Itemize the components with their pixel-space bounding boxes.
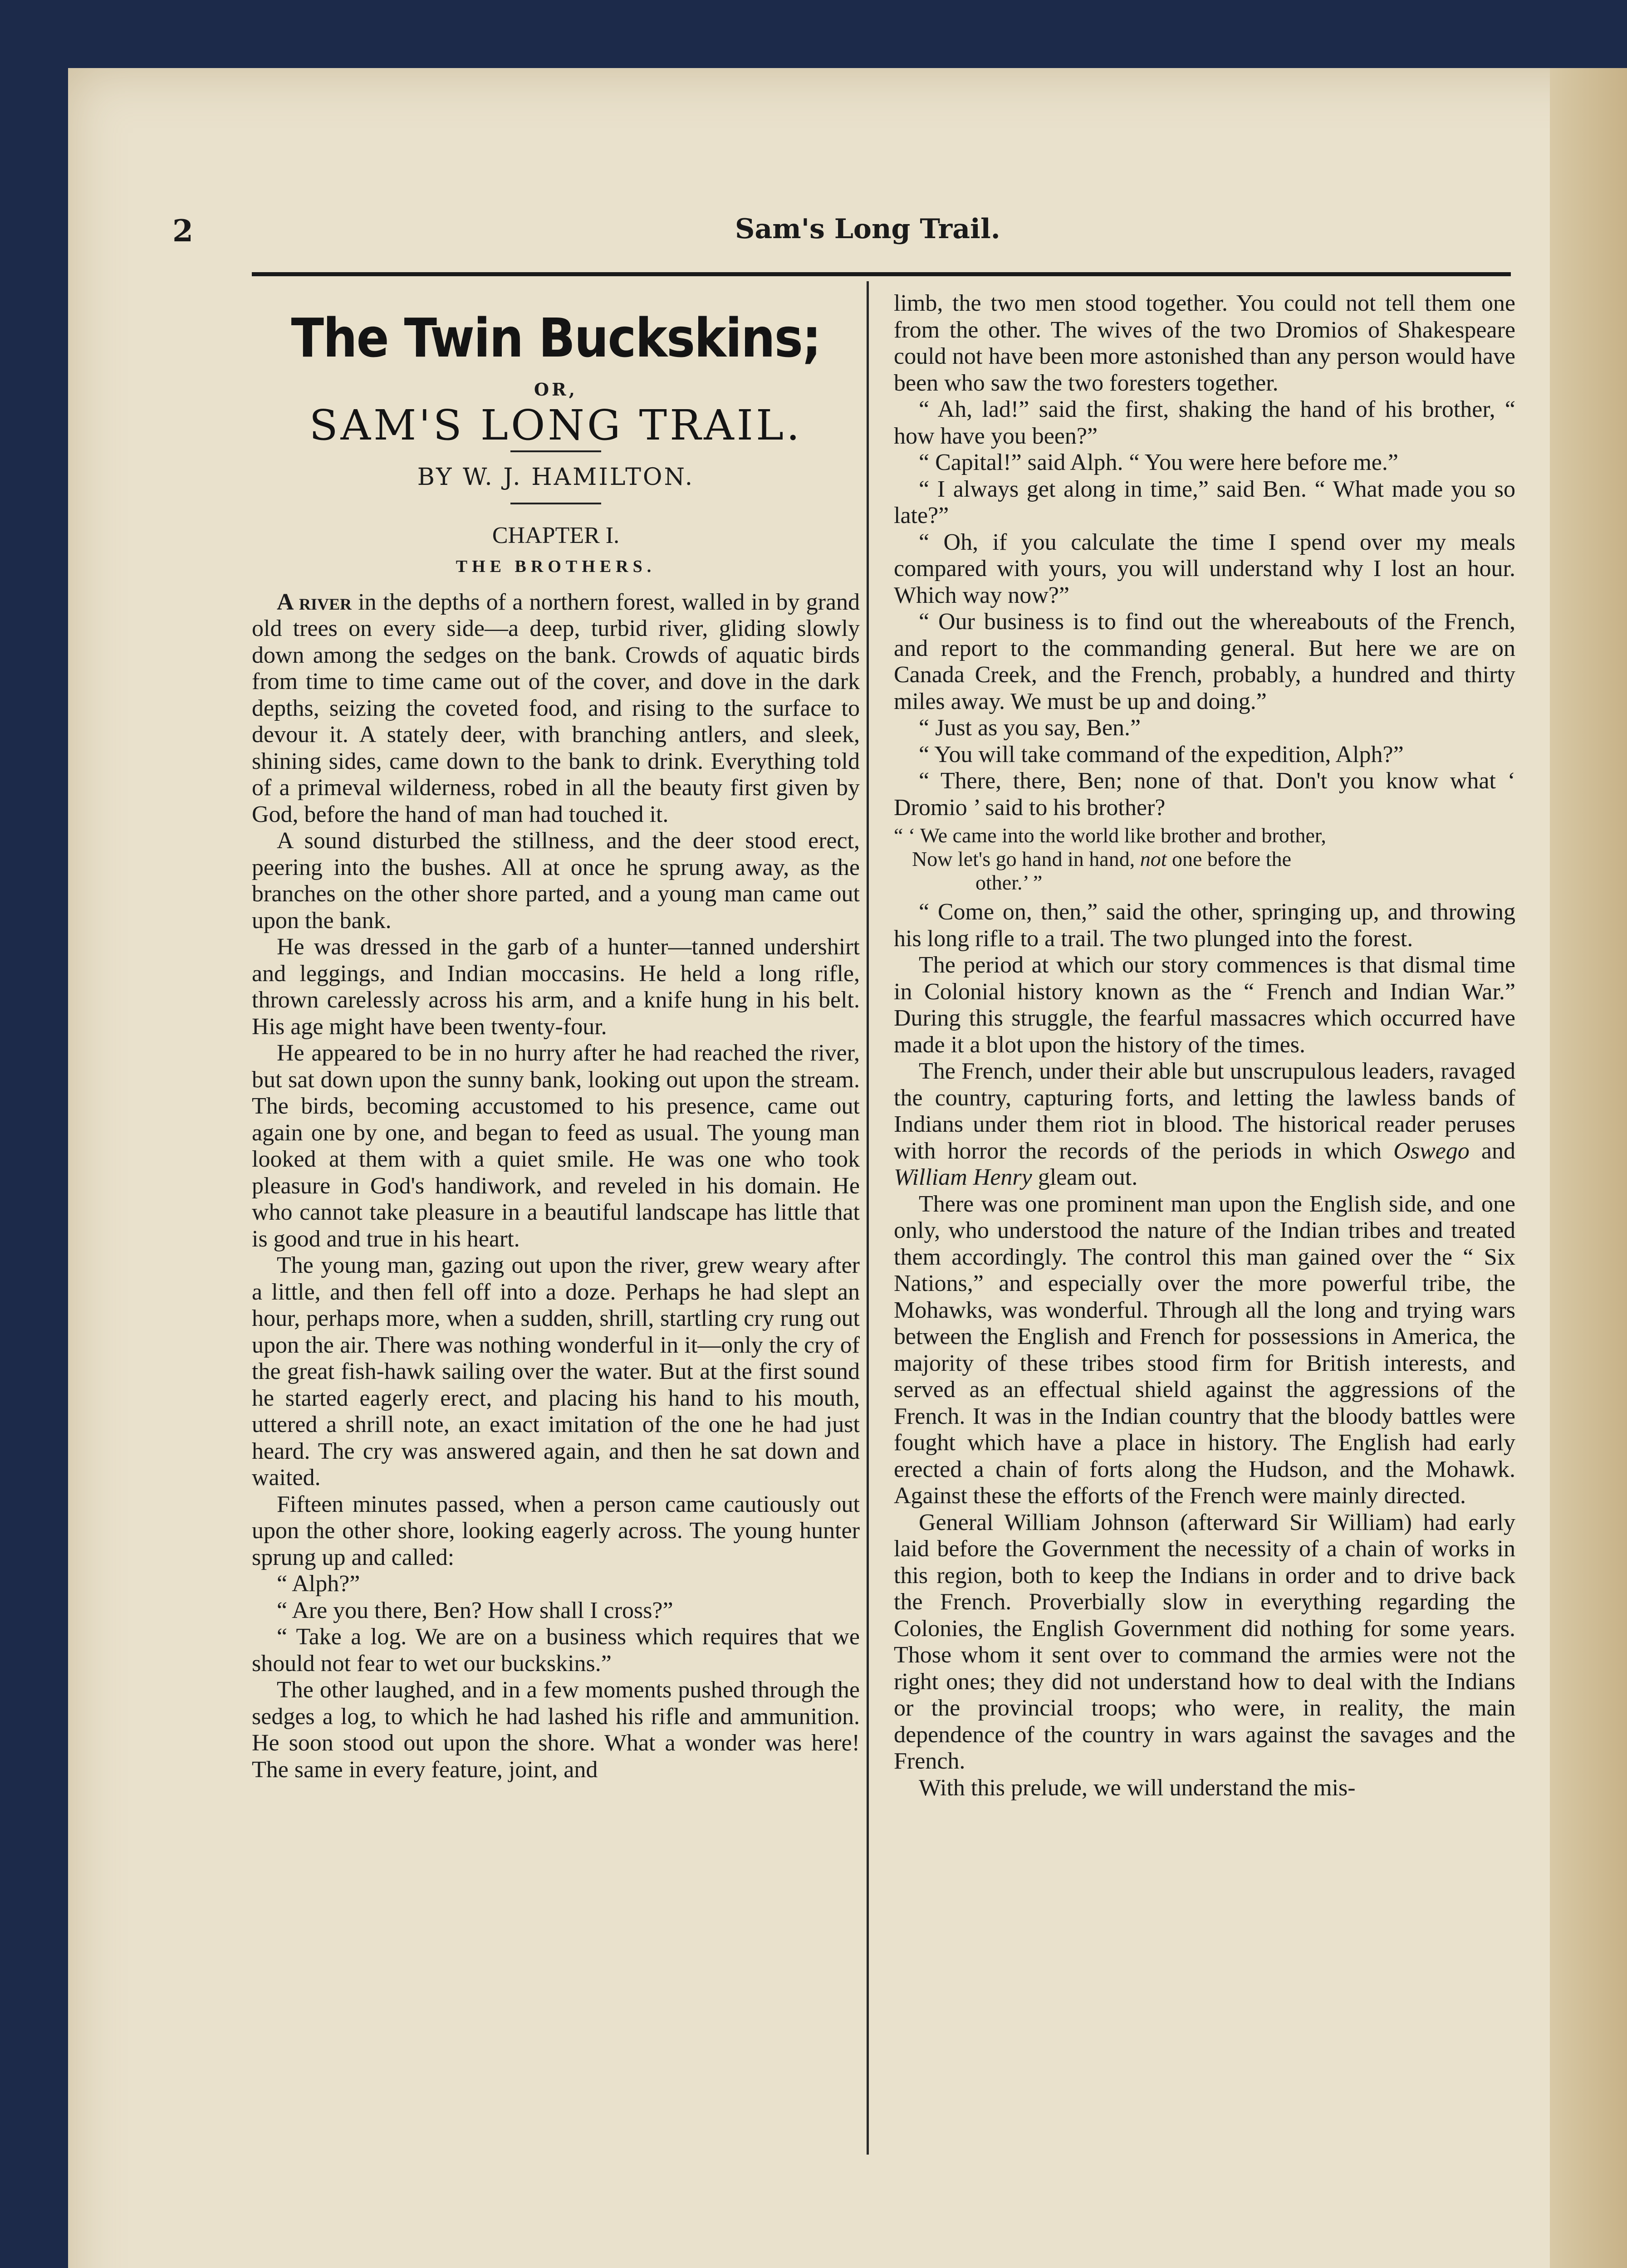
title-rule	[510, 450, 601, 452]
paragraph: The other laughed, and in a few moments pushed through the sedges a log, to which he had lashed his rifle and ammunition. He soon stood out upon the shore. What a wonder was here! The same in every feature, joint, and	[252, 1677, 860, 1783]
story-title: The Twin Buckskins;	[291, 307, 821, 369]
paragraph: “ Are you there, Ben? How shall I cross?”	[277, 1597, 673, 1623]
verse-line: Now let's go hand in hand, not one before the	[912, 847, 1292, 870]
paragraph: “ Take a log. We are on a business which requires that we should not fear to wet our buckskins.”	[252, 1624, 860, 1677]
paragraph: General William Johnson (afterward Sir William) had early laid before the Government the necessity of a chain of works in this region, both to keep the Indians in order and to drive back the French. Proverbially slow in everything regarding the Colonies, the English Government did nothing for some years. Those whom it sent over to command the armies were not the right ones; they did not understand how to deal with the Indians or the provincial troops; who were, in reality, the main dependence of the country in wars against the savages and the French.	[894, 1509, 1515, 1774]
paragraph: A sound disturbed the stillness, and the deer stood erect, peering into the bushes. All at once he sprung away, as the branches on the other shore parted, and a young man came out upon the bank.	[252, 828, 860, 934]
paragraph: There was one prominent man upon the English side, and one only, who understood the nature of the Indian tribes and treated them accordingly. The control this man gained over the “ Six Nations,” and especially over the more powerful tribe, the Mohawks, was wonderful. Through all the long and trying wars between the English and French for possessions in America, the majority of these tribes stood firm for British interests, and served as an effectual shield against the aggressions of the French. It was in the Indian country that the bloody battles were fought which have a place in history. The English had early erected a chain of forts along the Hudson, and the Mohawk. Against these the efforts of the French were mainly directed.	[894, 1191, 1515, 1509]
chapter-heading: CHAPTER I.	[492, 522, 620, 548]
byline: BY W. J. HAMILTON.	[417, 464, 695, 491]
verse-line: “ ‘ We came into the world like brother and brother,	[894, 824, 1326, 847]
paragraph: “ I always get along in time,” said Ben. “ What made you so late?”	[894, 476, 1515, 528]
paragraph: The French, under their able but unscrupulous leaders, ravaged the country, capturing forts, and letting the lawless bands of Indians under them riot in blood. The historical reader peruses with horror the records of the periods in which Oswego and William Henry gleam out.	[894, 1058, 1515, 1190]
column-divider	[867, 281, 869, 2155]
adjacent-page-edge	[1550, 68, 1627, 2268]
paragraph: “ You will take command of the expedition, Alph?”	[919, 741, 1404, 767]
byline-rule	[510, 503, 601, 504]
verse	[894, 824, 1515, 894]
paragraph: “ Capital!” said Alph. “ You were here before me.”	[919, 450, 1398, 475]
chapter-title: THE BROTHERS.	[456, 557, 656, 576]
paragraph: “ Come on, then,” said the other, springing up, and throwing his long rifle to a trail. The two plunged into the forest.	[894, 899, 1515, 952]
running-title: Sam's Long Trail.	[735, 213, 1000, 245]
paragraph: He appeared to be in no hurry after he had reached the river, but sat down upon the sunny bank, looking out upon the stream. The birds, becoming accustomed to his presence, came out again one by one, and began to feed as usual. The young man looked at them with a quiet smile. He was one who took pleasure in God's handiwork, and reveled in his domain. He who cannot take pleasure in a beautiful landscape has little that is good and true in his heart.	[252, 1040, 860, 1252]
left-column	[252, 290, 860, 1783]
paragraph: “ Oh, if you calculate the time I spend over my meals compared with yours, you will understand why I lost an hour. Which way now?”	[894, 529, 1515, 608]
drop-lead: A river	[277, 589, 352, 615]
paragraph: The period at which our story commences is that dismal time in Colonial history known as the “ French and Indian War.” During this struggle, the fearful massacres which occurred have made it a blot upon the history of the times.	[894, 952, 1515, 1058]
title-or: OR,	[534, 379, 578, 400]
paragraph: With this prelude, we will understand the mis-	[919, 1774, 1356, 1801]
page-number: 2	[172, 213, 193, 249]
paragraph: Fifteen minutes passed, when a person came cautiously out upon the other shore, looking eagerly across. The young hunter sprung up and called:	[252, 1491, 860, 1570]
paragraph: “ There, there, Ben; none of that. Don't you know what ‘ Dromio ’ said to his brother?	[894, 768, 1515, 821]
verse-line: other.’ ”	[975, 871, 1043, 894]
paragraph: “ Ah, lad!” said the first, shaking the hand of his brother, “ how have you been?”	[894, 396, 1515, 449]
paragraph: limb, the two men stood together. You could not tell them one from the other. The wives of the two Dromios of Shakespeare could not have been more astonished than any person would have been who saw the two foresters together.	[894, 290, 1515, 396]
paragraph: “ Alph?”	[277, 1571, 360, 1597]
paragraph: “ Just as you say, Ben.”	[919, 715, 1141, 741]
right-column	[894, 290, 1515, 1801]
header-rule	[252, 272, 1511, 276]
story-subtitle: SAM'S LONG TRAIL.	[309, 401, 803, 450]
paragraph: A river in the depths of a northern forest, walled in by grand old trees on every side—a deep, turbid river, gliding slowly down among the sedges on the bank. Crowds of aquatic birds from time to time came out of the cover, and dove in the dark depths, seizing the coveted food, and rising to the surface to devour it. A stately deer, with branching antlers, and sleek, shining sides, came down to the bank to drink. Everything told of a primeval wilderness, robed in all the beauty first given by God, before the hand of man had touched it.	[252, 589, 860, 827]
paragraph: He was dressed in the garb of a hunter—tanned undershirt and leggings, and Indian moccasins. He held a long rifle, thrown carelessly across his arm, and a knife hung in his belt. His age might have been twenty-four.	[252, 934, 860, 1040]
paragraph: “ Our business is to find out the whereabouts of the French, and report to the commanding general. But here we are on Canada Creek, and the French, probably, a hundred and thirty miles away. We must be up and doing.”	[894, 609, 1515, 714]
paragraph: The young man, gazing out upon the river, grew weary after a little, and then fell off into a doze. Perhaps he had slept an hour, perhaps more, when a sudden, shrill, startling cry rung out upon the air. There was nothing wonderful in it—only the cry of the great fish-hawk sailing over the water. But at the first sound he started eagerly erect, and placing his hand to his mouth, uttered a shrill note, an exact imitation of the one he had just heard. The cry was answered again, and then he sat down and waited.	[252, 1252, 860, 1491]
running-header	[172, 213, 1511, 249]
